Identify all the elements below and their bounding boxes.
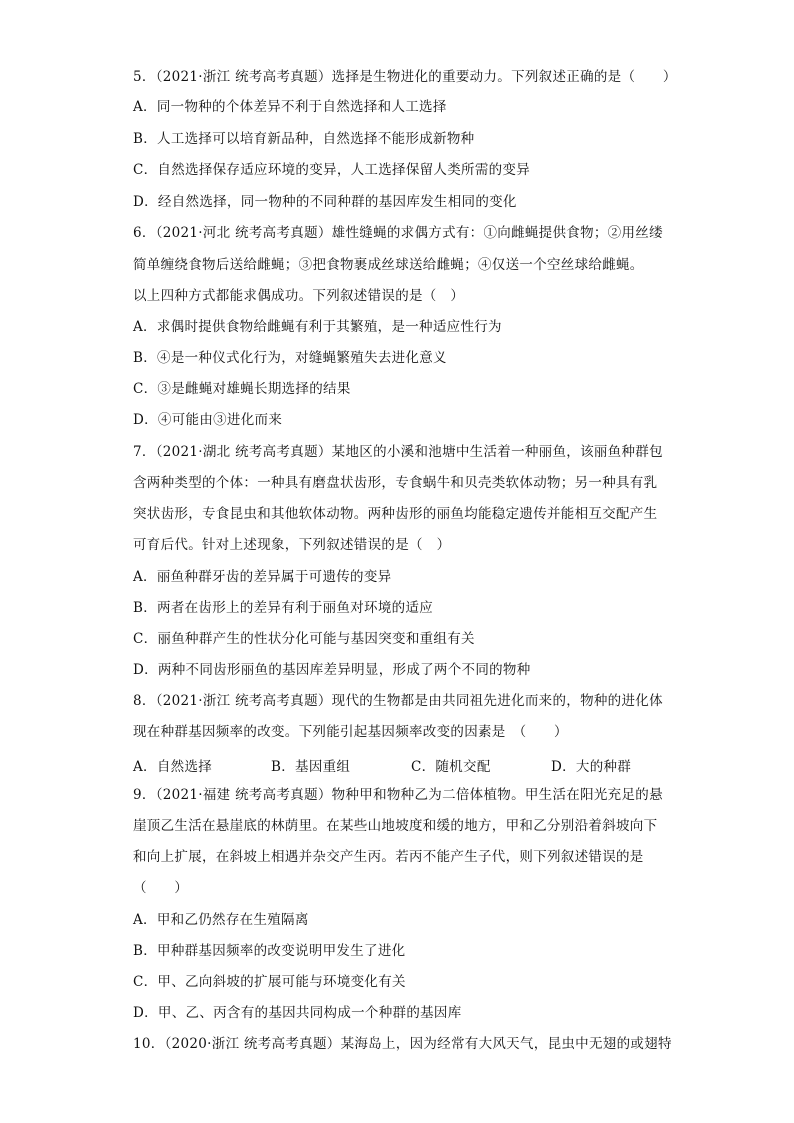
question-8-option-d[interactable]: D．大的种群: [551, 759, 632, 775]
question-8-option-c[interactable]: C．随机交配: [411, 759, 491, 775]
question-5-option-c[interactable]: C．自然选择保存适应环境的变异，人工选择保留人类所需的变异: [133, 162, 531, 178]
question-8-option-a[interactable]: A．自然选择: [133, 759, 213, 775]
question-9-option-a[interactable]: A．甲和乙仍然存在生殖隔离: [133, 912, 309, 928]
question-5-stem: 5．（2021·浙江 统考高考真题）选择是生物进化的重要动力。下列叙述正确的是（ ）: [133, 69, 677, 85]
question-6-option-b[interactable]: B．④是一种仪式化行为，对缝蝇繁殖失去进化意义: [133, 350, 447, 366]
question-9-option-c[interactable]: C．甲、乙向斜坡的扩展可能与环境变化有关: [133, 974, 406, 990]
question-5-option-b[interactable]: B．人工选择可以培育新品种，自然选择不能形成新物种: [133, 131, 475, 147]
question-6-stem-line-2: 简单缠绕食物后送给雌蝇；③把食物裹成丝球送给雌蝇；④仅送一个空丝球给雌蝇。: [133, 257, 644, 273]
question-6-option-d[interactable]: D．④可能由③进化而来: [133, 412, 283, 428]
question-9-stem-line-1: 9．（2021·福建 统考高考真题）物种甲和物种乙为二倍体植物。甲生活在阳光充足的悬: [133, 787, 663, 803]
question-7-option-b[interactable]: B．两者在齿形上的差异有利于丽鱼对环境的适应: [133, 600, 434, 616]
question-7-option-c[interactable]: C．丽鱼种群产生的性状分化可能与基因突变和重组有关: [133, 631, 475, 647]
question-9-stem-line-2: 崖顶乙生活在悬崖底的林荫里。在某些山地坡度和缓的地方，甲和乙分别沿着斜坡向下: [133, 818, 658, 834]
question-8-stem-line-2: 现在种群基因频率的改变。下列能引起基因频率改变的因素是 （ ）: [133, 724, 568, 740]
question-9-option-b[interactable]: B．甲种群基因频率的改变说明甲发生了进化: [133, 943, 406, 959]
question-6-stem-line-3: 以上四种方式都能求偶成功。下列叙述错误的是（ ）: [133, 288, 465, 304]
question-9-stem-line-3: 和向上扩展，在斜坡上相遇并杂交产生丙。若丙不能产生子代，则下列叙述错误的是: [133, 849, 644, 865]
question-8-option-b[interactable]: B．基因重组: [271, 759, 351, 775]
question-9-option-d[interactable]: D．甲、乙、丙含有的基因共同构成一个种群的基因库: [133, 1005, 462, 1021]
question-6-option-c[interactable]: C．③是雌蝇对雄蝇长期选择的结果: [133, 381, 351, 397]
question-7-stem-line-1: 7．（2021·湖北 统考高考真题）某地区的小溪和池塘中生活着一种丽鱼，该丽鱼种群包: [133, 444, 663, 460]
question-8-stem-line-1: 8．（2021·浙江 统考高考真题）现代的生物都是由共同祖先进化而来的，物种的进化体: [133, 693, 663, 709]
question-7-stem-line-3: 突状齿形，专食昆虫和其他软体动物。两种齿形的丽鱼均能稳定遗传并能相互交配产生: [133, 506, 658, 522]
question-7-option-a[interactable]: A．丽鱼种群牙齿的差异属于可遗传的变异: [133, 569, 392, 585]
question-7-option-d[interactable]: D．两种不同齿形丽鱼的基因库差异明显，形成了两个不同的物种: [133, 662, 531, 678]
question-10-stem-line-1: 10．（2020·浙江 统考高考真题）某海岛上，因为经常有大风天气，昆虫中无翅的或翅特: [133, 1036, 672, 1052]
question-5-option-d[interactable]: D．经自然选择，同一物种的不同种群的基因库发生相同的变化: [133, 194, 517, 210]
question-9-stem-line-4: （ ）: [133, 880, 189, 896]
question-7-stem-line-4: 可育后代。针对上述现象，下列叙述错误的是（ ）: [133, 537, 451, 553]
question-6-option-a[interactable]: A．求偶时提供食物给雌蝇有利于其繁殖，是一种适应性行为: [133, 319, 502, 335]
question-6-stem-line-1: 6．（2021·河北 统考高考真题）雄性缝蝇的求偶方式有：①向雌蝇提供食物；②用丝缕: [133, 225, 663, 241]
question-7-stem-line-2: 含两种类型的个体：一种具有磨盘状齿形，专食蜗牛和贝壳类软体动物；另一种具有乳: [133, 475, 658, 491]
question-8-options: [133, 755, 663, 773]
question-5-option-a[interactable]: A．同一物种的个体差异不利于自然选择和人工选择: [133, 99, 447, 115]
